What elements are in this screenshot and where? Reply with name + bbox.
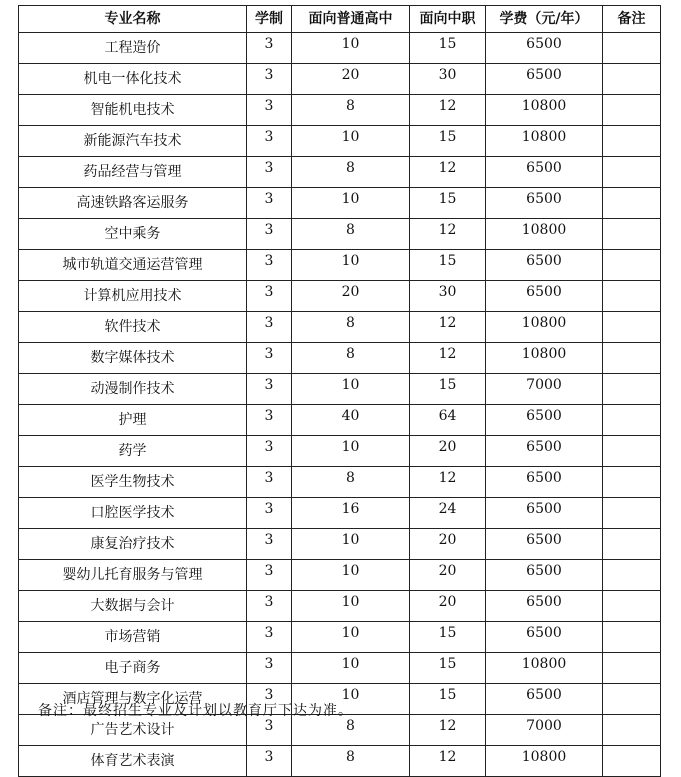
cell-major-name: 大数据与会计	[19, 591, 247, 622]
cell-high-school-quota: 8	[292, 219, 410, 250]
cell-vocational-quota: 15	[410, 684, 486, 715]
cell-duration: 3	[247, 126, 292, 157]
cell-remarks	[603, 126, 661, 157]
cell-vocational-quota: 20	[410, 529, 486, 560]
cell-tuition: 6500	[486, 684, 603, 715]
table-row	[19, 64, 661, 95]
cell-high-school-quota: 10	[292, 560, 410, 591]
table-row	[19, 746, 661, 777]
cell-duration: 3	[247, 312, 292, 343]
cell-high-school-quota: 8	[292, 95, 410, 126]
cell-major-name: 数字媒体技术	[19, 343, 247, 374]
cell-high-school-quota: 8	[292, 746, 410, 777]
cell-major-name: 药品经营与管理	[19, 157, 247, 188]
cell-vocational-quota: 15	[410, 33, 486, 64]
cell-vocational-quota: 12	[410, 157, 486, 188]
table-header-row	[19, 6, 661, 33]
cell-remarks	[603, 250, 661, 281]
cell-high-school-quota: 8	[292, 467, 410, 498]
header-high-school-quota: 面向普通高中	[292, 6, 410, 33]
cell-vocational-quota: 15	[410, 126, 486, 157]
cell-vocational-quota: 12	[410, 95, 486, 126]
cell-remarks	[603, 560, 661, 591]
cell-vocational-quota: 20	[410, 560, 486, 591]
cell-remarks	[603, 653, 661, 684]
cell-high-school-quota: 10	[292, 188, 410, 219]
cell-major-name: 酒店管理与数字化运营	[19, 684, 247, 715]
cell-vocational-quota: 64	[410, 405, 486, 436]
cell-high-school-quota: 40	[292, 405, 410, 436]
cell-vocational-quota: 12	[410, 746, 486, 777]
cell-remarks	[603, 157, 661, 188]
cell-major-name: 康复治疗技术	[19, 529, 247, 560]
cell-high-school-quota: 20	[292, 281, 410, 312]
cell-tuition: 6500	[486, 498, 603, 529]
cell-remarks	[603, 622, 661, 653]
table-row	[19, 529, 661, 560]
table-row	[19, 33, 661, 64]
cell-vocational-quota: 30	[410, 64, 486, 95]
cell-high-school-quota: 10	[292, 529, 410, 560]
cell-vocational-quota: 15	[410, 374, 486, 405]
table-row	[19, 312, 661, 343]
cell-duration: 3	[247, 591, 292, 622]
cell-duration: 3	[247, 374, 292, 405]
table-row	[19, 591, 661, 622]
cell-tuition: 6500	[486, 591, 603, 622]
cell-major-name: 新能源汽车技术	[19, 126, 247, 157]
cell-remarks	[603, 715, 661, 746]
cell-duration: 3	[247, 467, 292, 498]
cell-major-name: 市场营销	[19, 622, 247, 653]
table-row	[19, 653, 661, 684]
cell-high-school-quota: 10	[292, 436, 410, 467]
cell-major-name: 体育艺术表演	[19, 746, 247, 777]
header-tuition: 学费（元/年）	[486, 6, 603, 33]
cell-tuition: 6500	[486, 33, 603, 64]
cell-major-name: 高速铁路客运服务	[19, 188, 247, 219]
cell-high-school-quota: 16	[292, 498, 410, 529]
cell-major-name: 口腔医学技术	[19, 498, 247, 529]
cell-duration: 3	[247, 746, 292, 777]
cell-major-name: 医学生物技术	[19, 467, 247, 498]
cell-duration: 3	[247, 343, 292, 374]
cell-remarks	[603, 219, 661, 250]
cell-remarks	[603, 312, 661, 343]
cell-duration: 3	[247, 405, 292, 436]
cell-tuition: 10800	[486, 219, 603, 250]
cell-vocational-quota: 15	[410, 250, 486, 281]
cell-duration: 3	[247, 715, 292, 746]
cell-major-name: 电子商务	[19, 653, 247, 684]
table-row	[19, 219, 661, 250]
cell-duration: 3	[247, 95, 292, 126]
header-duration: 学制	[247, 6, 292, 33]
cell-remarks	[603, 436, 661, 467]
cell-vocational-quota: 24	[410, 498, 486, 529]
cell-high-school-quota: 10	[292, 684, 410, 715]
cell-major-name: 工程造价	[19, 33, 247, 64]
cell-remarks	[603, 343, 661, 374]
cell-major-name: 城市轨道交通运营管理	[19, 250, 247, 281]
cell-remarks	[603, 374, 661, 405]
cell-high-school-quota: 8	[292, 715, 410, 746]
cell-major-name: 智能机电技术	[19, 95, 247, 126]
cell-tuition: 6500	[486, 281, 603, 312]
cell-major-name: 药学	[19, 436, 247, 467]
cell-vocational-quota: 12	[410, 343, 486, 374]
cell-duration: 3	[247, 653, 292, 684]
cell-remarks	[603, 684, 661, 715]
cell-duration: 3	[247, 436, 292, 467]
cell-duration: 3	[247, 219, 292, 250]
cell-tuition: 7000	[486, 715, 603, 746]
table-row	[19, 281, 661, 312]
cell-remarks	[603, 33, 661, 64]
cell-duration: 3	[247, 33, 292, 64]
cell-high-school-quota: 8	[292, 343, 410, 374]
cell-tuition: 6500	[486, 560, 603, 591]
cell-vocational-quota: 12	[410, 467, 486, 498]
cell-high-school-quota: 10	[292, 126, 410, 157]
header-major-name: 专业名称	[19, 6, 247, 33]
cell-duration: 3	[247, 188, 292, 219]
cell-tuition: 10800	[486, 312, 603, 343]
cell-tuition: 6500	[486, 622, 603, 653]
cell-major-name: 软件技术	[19, 312, 247, 343]
footnote: 备注：最终招生专业及计划以教育厅下达为准。	[38, 703, 353, 719]
cell-high-school-quota: 10	[292, 591, 410, 622]
cell-vocational-quota: 12	[410, 715, 486, 746]
cell-vocational-quota: 20	[410, 436, 486, 467]
cell-vocational-quota: 30	[410, 281, 486, 312]
table-row	[19, 126, 661, 157]
cell-tuition: 6500	[486, 405, 603, 436]
table-row	[19, 436, 661, 467]
table-row	[19, 343, 661, 374]
cell-major-name: 机电一体化技术	[19, 64, 247, 95]
cell-high-school-quota: 10	[292, 374, 410, 405]
cell-duration: 3	[247, 281, 292, 312]
cell-high-school-quota: 8	[292, 157, 410, 188]
cell-vocational-quota: 15	[410, 653, 486, 684]
cell-tuition: 10800	[486, 653, 603, 684]
cell-tuition: 6500	[486, 157, 603, 188]
cell-vocational-quota: 12	[410, 219, 486, 250]
cell-major-name: 空中乘务	[19, 219, 247, 250]
cell-high-school-quota: 10	[292, 250, 410, 281]
cell-tuition: 10800	[486, 343, 603, 374]
cell-remarks	[603, 188, 661, 219]
table-row	[19, 405, 661, 436]
cell-tuition: 6500	[486, 529, 603, 560]
cell-remarks	[603, 64, 661, 95]
cell-duration: 3	[247, 560, 292, 591]
cell-duration: 3	[247, 684, 292, 715]
cell-remarks	[603, 746, 661, 777]
cell-major-name: 动漫制作技术	[19, 374, 247, 405]
cell-high-school-quota: 10	[292, 653, 410, 684]
table-row	[19, 157, 661, 188]
header-remarks: 备注	[603, 6, 661, 33]
cell-tuition: 6500	[486, 436, 603, 467]
header-vocational-quota: 面向中职	[410, 6, 486, 33]
cell-remarks	[603, 405, 661, 436]
cell-high-school-quota: 10	[292, 622, 410, 653]
cell-tuition: 6500	[486, 467, 603, 498]
cell-major-name: 婴幼儿托育服务与管理	[19, 560, 247, 591]
table-row	[19, 467, 661, 498]
table-row	[19, 188, 661, 219]
cell-high-school-quota: 20	[292, 64, 410, 95]
cell-tuition: 10800	[486, 746, 603, 777]
cell-remarks	[603, 498, 661, 529]
cell-vocational-quota: 15	[410, 188, 486, 219]
cell-major-name: 计算机应用技术	[19, 281, 247, 312]
cell-major-name: 护理	[19, 405, 247, 436]
cell-duration: 3	[247, 622, 292, 653]
cell-remarks	[603, 281, 661, 312]
cell-tuition: 6500	[486, 188, 603, 219]
enrollment-plan-table	[18, 5, 661, 777]
cell-tuition: 10800	[486, 95, 603, 126]
cell-vocational-quota: 20	[410, 591, 486, 622]
cell-tuition: 6500	[486, 250, 603, 281]
cell-remarks	[603, 591, 661, 622]
cell-high-school-quota: 8	[292, 312, 410, 343]
table-row	[19, 374, 661, 405]
table-row	[19, 95, 661, 126]
cell-remarks	[603, 529, 661, 560]
cell-duration: 3	[247, 250, 292, 281]
cell-duration: 3	[247, 529, 292, 560]
cell-duration: 3	[247, 498, 292, 529]
table-row	[19, 560, 661, 591]
cell-remarks	[603, 467, 661, 498]
cell-vocational-quota: 12	[410, 312, 486, 343]
table-row	[19, 498, 661, 529]
cell-major-name: 广告艺术设计	[19, 715, 247, 746]
table-row	[19, 250, 661, 281]
table-row	[19, 622, 661, 653]
cell-remarks	[603, 95, 661, 126]
cell-tuition: 10800	[486, 126, 603, 157]
cell-duration: 3	[247, 157, 292, 188]
cell-vocational-quota: 15	[410, 622, 486, 653]
cell-duration: 3	[247, 64, 292, 95]
cell-tuition: 6500	[486, 64, 603, 95]
cell-tuition: 7000	[486, 374, 603, 405]
cell-high-school-quota: 10	[292, 33, 410, 64]
